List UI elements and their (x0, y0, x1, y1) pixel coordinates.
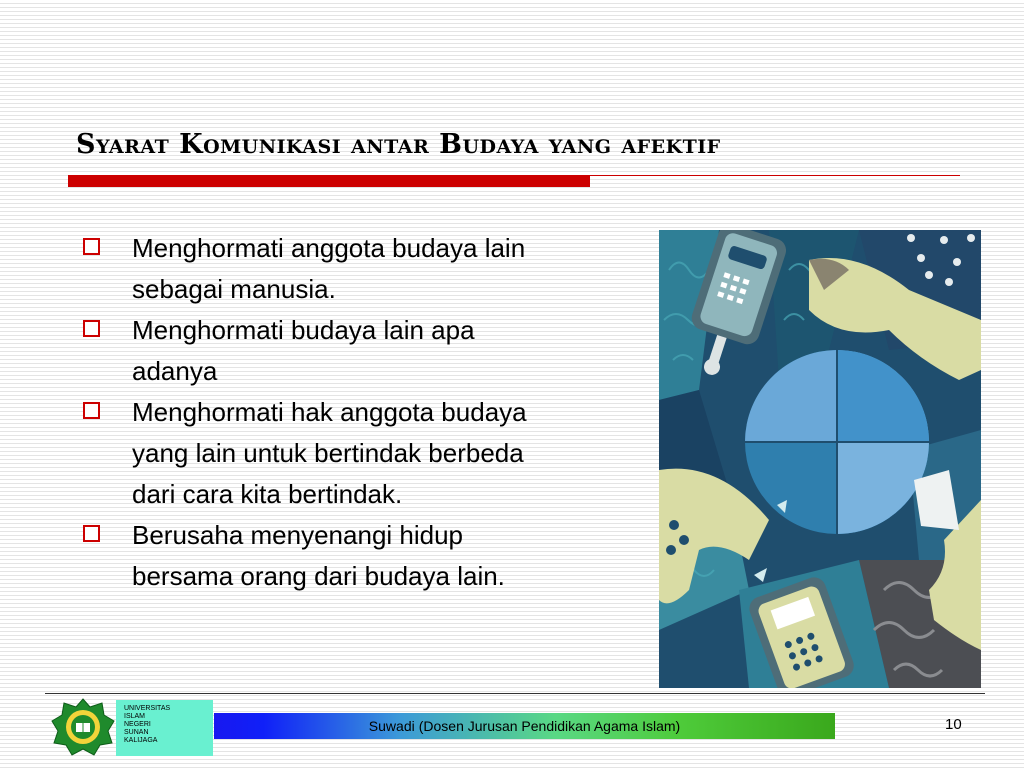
bullet-line: adanya (132, 356, 218, 386)
square-bullet-icon (83, 320, 100, 337)
footer-affiliation: (Dosen Jurusan Pendidikan Agama Islam) (418, 718, 681, 734)
title-underline-thick (68, 175, 590, 187)
logo-text-line: NEGERI (124, 721, 151, 728)
university-name-block (116, 700, 213, 756)
communication-globe-phones-illustration (659, 230, 981, 688)
footer-author: Suwadi (368, 718, 415, 734)
bullet-list (82, 228, 642, 597)
bullet-line: Menghormati hak anggota budaya (132, 397, 527, 427)
bullet-line: Menghormati anggota budaya lain (132, 233, 526, 263)
university-emblem-icon (50, 697, 116, 757)
bullet-line: bersama orang dari budaya lain. (132, 561, 505, 591)
bullet-line: yang lain untuk bertindak berbeda (132, 438, 524, 468)
title-underline-thin (590, 175, 960, 176)
bullet-item (82, 228, 642, 310)
bullet-item (82, 310, 642, 392)
footer-label (214, 713, 835, 739)
bullet-item (82, 392, 642, 515)
slide-title: Syarat Komunikasi antar Budaya yang afektif (76, 129, 721, 160)
square-bullet-icon (83, 402, 100, 419)
logo-text-line: KALIJAGA (124, 737, 158, 744)
page-number: 10 (945, 716, 962, 733)
logo-text-line: SUNAN (124, 729, 149, 736)
square-bullet-icon (83, 525, 100, 542)
bullet-line: Berusaha menyenangi hidup (132, 520, 464, 550)
bullet-item (82, 515, 642, 597)
bullet-line: Menghormati budaya lain apa (132, 315, 475, 345)
logo-text-line: UNIVERSITAS (124, 705, 171, 712)
logo-text-line: ISLAM (124, 713, 146, 720)
square-bullet-icon (83, 238, 100, 255)
footer-divider (45, 693, 985, 694)
bullet-line: sebagai manusia. (132, 274, 336, 304)
bullet-line: dari cara kita bertindak. (132, 479, 403, 509)
